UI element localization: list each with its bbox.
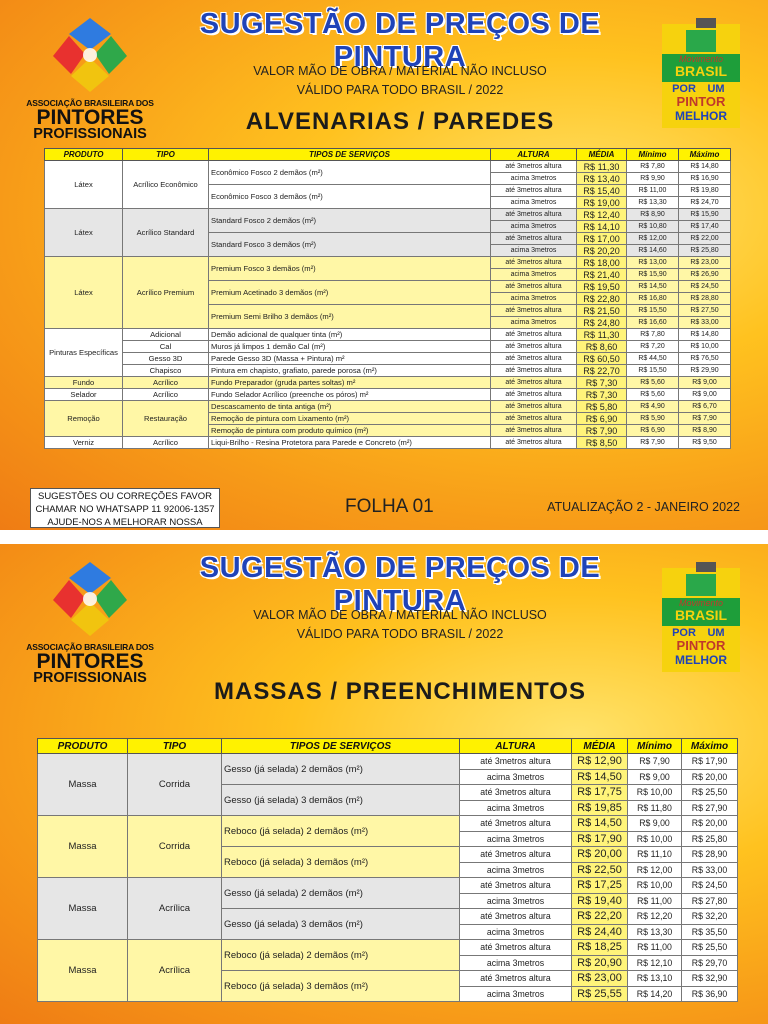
tipo-cell: Acrílica xyxy=(128,878,222,940)
servico-cell: Liqui-Brilho - Resina Protetora para Parede e Concreto (m²) xyxy=(209,437,491,449)
servico-cell: Remoção de pintura com Lixamento (m²) xyxy=(209,413,491,425)
max-cell: R$ 17,90 xyxy=(682,754,738,770)
altura-cell: acima 3metros xyxy=(460,831,572,847)
min-cell: R$ 5,90 xyxy=(627,413,679,425)
min-cell: R$ 13,10 xyxy=(628,971,682,987)
max-cell: R$ 19,80 xyxy=(679,185,731,197)
tipo-cell: Corrida xyxy=(128,816,222,878)
note-line2: CHAMAR NO WHATSAPP 11 92006-1357 xyxy=(35,504,215,515)
produto-cell: Fundo xyxy=(45,377,123,389)
table-row xyxy=(38,754,738,770)
media-cell: R$ 6,90 xyxy=(577,413,627,425)
media-cell: R$ 7,30 xyxy=(577,377,627,389)
max-cell: R$ 22,00 xyxy=(679,233,731,245)
altura-cell: até 3metros altura xyxy=(491,257,577,269)
altura-cell: até 3metros altura xyxy=(491,413,577,425)
produto-cell: Massa xyxy=(38,816,128,878)
max-cell: R$ 23,00 xyxy=(679,257,731,269)
media-cell: R$ 23,00 xyxy=(572,971,628,987)
min-cell: R$ 9,00 xyxy=(628,816,682,832)
col-produto: PRODUTO xyxy=(45,149,123,161)
table-row xyxy=(38,878,738,894)
produto-cell: Massa xyxy=(38,940,128,1002)
altura-cell: até 3metros altura xyxy=(460,816,572,832)
table-row xyxy=(45,377,731,389)
min-cell: R$ 10,00 xyxy=(628,878,682,894)
media-cell: R$ 18,00 xyxy=(577,257,627,269)
produto-cell: Látex xyxy=(45,209,123,257)
table-row xyxy=(38,816,738,832)
max-cell: R$ 8,90 xyxy=(679,425,731,437)
min-cell: R$ 15,50 xyxy=(627,305,679,317)
servico-cell: Premium Semi Brilho 3 demãos (m²) xyxy=(209,305,491,329)
media-cell: R$ 14,50 xyxy=(572,769,628,785)
table-row xyxy=(38,940,738,956)
max-cell: R$ 9,00 xyxy=(679,377,731,389)
servico-cell: Pintura em chapisto, grafiato, parede porosa (m²) xyxy=(209,365,491,377)
min-cell: R$ 11,00 xyxy=(628,940,682,956)
min-cell: R$ 16,60 xyxy=(627,317,679,329)
produto-cell: Massa xyxy=(38,754,128,816)
whatsapp-note xyxy=(30,488,220,528)
media-cell: R$ 19,00 xyxy=(577,197,627,209)
media-cell: R$ 13,40 xyxy=(577,173,627,185)
servico-cell: Standard Fosco 3 demãos (m²) xyxy=(209,233,491,257)
servico-cell: Gesso (já selada) 2 demãos (m²) xyxy=(222,754,460,785)
altura-cell: até 3metros altura xyxy=(491,425,577,437)
servico-cell: Reboco (já selada) 2 demãos (m²) xyxy=(222,940,460,971)
min-cell: R$ 6,90 xyxy=(627,425,679,437)
subtitle-labor: VALOR MÃO DE OBRA / MATERIAL NÃO INCLUSO xyxy=(253,608,547,622)
min-cell: R$ 11,00 xyxy=(628,893,682,909)
association-logo xyxy=(20,14,160,141)
max-cell: R$ 25,80 xyxy=(682,831,738,847)
tipo-cell: Cal xyxy=(123,341,209,353)
col-altura: ALTURA xyxy=(491,149,577,161)
min-cell: R$ 12,20 xyxy=(628,909,682,925)
table-header xyxy=(45,149,731,161)
max-cell: R$ 27,80 xyxy=(682,893,738,909)
servico-cell: Muros já limpos 1 demão Cal (m²) xyxy=(209,341,491,353)
servico-cell: Gesso (já selada) 3 demãos (m²) xyxy=(222,909,460,940)
max-cell: R$ 29,90 xyxy=(679,365,731,377)
produto-cell: Selador xyxy=(45,389,123,401)
media-cell: R$ 24,40 xyxy=(572,924,628,940)
altura-cell: acima 3metros xyxy=(460,986,572,1002)
min-cell: R$ 14,60 xyxy=(627,245,679,257)
max-cell: R$ 29,70 xyxy=(682,955,738,971)
altura-cell: até 3metros altura xyxy=(460,909,572,925)
min-cell: R$ 8,90 xyxy=(627,209,679,221)
svg-text:MELHOR: MELHOR xyxy=(675,653,727,667)
min-cell: R$ 5,60 xyxy=(627,377,679,389)
max-cell: R$ 24,70 xyxy=(679,197,731,209)
media-cell: R$ 19,50 xyxy=(577,281,627,293)
svg-text:PINTOR: PINTOR xyxy=(676,638,726,653)
servico-cell: Descascamento de tinta antiga (m²) xyxy=(209,401,491,413)
altura-cell: até 3metros altura xyxy=(491,365,577,377)
media-cell: R$ 20,20 xyxy=(577,245,627,257)
media-cell: R$ 17,75 xyxy=(572,785,628,801)
table-row xyxy=(45,257,731,269)
tipo-cell: Acrílico Premium xyxy=(123,257,209,329)
table-row xyxy=(45,329,731,341)
servico-cell: Remoção de pintura com produto químico (m²) xyxy=(209,425,491,437)
media-cell: R$ 17,00 xyxy=(577,233,627,245)
min-cell: R$ 7,80 xyxy=(627,329,679,341)
altura-cell: até 3metros altura xyxy=(491,161,577,173)
produto-cell: Pinturas Específicas xyxy=(45,329,123,377)
max-cell: R$ 76,50 xyxy=(679,353,731,365)
altura-cell: até 3metros altura xyxy=(491,437,577,449)
altura-cell: até 3metros altura xyxy=(491,281,577,293)
sheet-number: FOLHA 01 xyxy=(345,496,434,517)
svg-text:PINTOR: PINTOR xyxy=(676,94,726,109)
max-cell: R$ 24,50 xyxy=(682,878,738,894)
note-line3: AJUDE-NOS A MELHORAR NOSSA xyxy=(47,517,203,528)
table-row xyxy=(45,365,731,377)
svg-text:BRASIL: BRASIL xyxy=(674,63,728,79)
logo-line1: ASSOCIAÇÃO BRASILEIRA DOS xyxy=(26,642,154,652)
media-cell: R$ 11,30 xyxy=(577,329,627,341)
min-cell: R$ 5,60 xyxy=(627,389,679,401)
min-cell: R$ 7,90 xyxy=(628,754,682,770)
servico-cell: Premium Fosco 3 demãos (m²) xyxy=(209,257,491,281)
media-cell: R$ 22,20 xyxy=(572,909,628,925)
min-cell: R$ 4,90 xyxy=(627,401,679,413)
col-media: MÉDIA xyxy=(572,739,628,754)
max-cell: R$ 32,90 xyxy=(682,971,738,987)
altura-cell: acima 3metros xyxy=(460,800,572,816)
servico-cell: Premium Acetinado 3 demãos (m²) xyxy=(209,281,491,305)
logo-line2: PINTORES xyxy=(36,106,144,129)
media-cell: R$ 18,25 xyxy=(572,940,628,956)
media-cell: R$ 15,40 xyxy=(577,185,627,197)
altura-cell: até 3metros altura xyxy=(491,329,577,341)
media-cell: R$ 12,40 xyxy=(577,209,627,221)
altura-cell: até 3metros altura xyxy=(460,847,572,863)
altura-cell: até 3metros altura xyxy=(491,341,577,353)
altura-cell: acima 3metros xyxy=(460,862,572,878)
altura-cell: até 3metros altura xyxy=(460,971,572,987)
price-table-walls xyxy=(44,148,731,449)
hands-logo-icon xyxy=(49,14,131,96)
svg-text:UM: UM xyxy=(707,627,725,639)
subtitle-valid: VÁLIDO PARA TODO BRASIL / 2022 xyxy=(296,627,504,641)
page-title: SUGESTÃO DE PREÇOS DE PINTURA xyxy=(199,8,601,73)
max-cell: R$ 20,00 xyxy=(682,769,738,785)
max-cell: R$ 24,50 xyxy=(679,281,731,293)
page-title: SUGESTÃO DE PREÇOS DE PINTURA xyxy=(199,552,601,617)
min-cell: R$ 12,00 xyxy=(627,233,679,245)
table-row xyxy=(45,209,731,221)
logo-line3: PROFISSIONAIS xyxy=(33,670,147,686)
max-cell: R$ 25,50 xyxy=(682,940,738,956)
min-cell: R$ 7,20 xyxy=(627,341,679,353)
tipo-cell: Acrílico xyxy=(123,377,209,389)
media-cell: R$ 7,90 xyxy=(577,425,627,437)
min-cell: R$ 14,20 xyxy=(628,986,682,1002)
media-cell: R$ 7,30 xyxy=(577,389,627,401)
altura-cell: acima 3metros xyxy=(491,221,577,233)
media-cell: R$ 19,85 xyxy=(572,800,628,816)
min-cell: R$ 13,30 xyxy=(627,197,679,209)
media-cell: R$ 22,70 xyxy=(577,365,627,377)
servico-cell: Econômico Fosco 3 demãos (m²) xyxy=(209,185,491,209)
altura-cell: até 3metros altura xyxy=(491,185,577,197)
table-row xyxy=(45,341,731,353)
svg-text:Movimento: Movimento xyxy=(678,598,724,608)
altura-cell: até 3metros altura xyxy=(491,209,577,221)
media-cell: R$ 14,10 xyxy=(577,221,627,233)
col-maximo: Máximo xyxy=(679,149,731,161)
max-cell: R$ 25,80 xyxy=(679,245,731,257)
media-cell: R$ 19,40 xyxy=(572,893,628,909)
update-info: ATUALIZAÇÃO 2 - JANEIRO 2022 xyxy=(547,500,740,514)
tipo-cell: Chapisco xyxy=(123,365,209,377)
min-cell: R$ 10,00 xyxy=(628,831,682,847)
max-cell: R$ 17,40 xyxy=(679,221,731,233)
price-table-massas xyxy=(37,738,738,1002)
altura-cell: até 3metros altura xyxy=(460,785,572,801)
altura-cell: acima 3metros xyxy=(460,924,572,940)
altura-cell: até 3metros altura xyxy=(491,353,577,365)
servico-cell: Gesso (já selada) 2 demãos (m²) xyxy=(222,878,460,909)
servico-cell: Fundo Preparador (gruda partes soltas) m² xyxy=(209,377,491,389)
col-minimo: Mínimo xyxy=(627,149,679,161)
media-cell: R$ 20,00 xyxy=(572,847,628,863)
servico-cell: Econômico Fosco 2 demãos (m²) xyxy=(209,161,491,185)
max-cell: R$ 32,20 xyxy=(682,909,738,925)
section-title: MASSAS / PREENCHIMENTOS xyxy=(214,678,586,705)
logo-line3: PROFISSIONAIS xyxy=(33,126,147,142)
produto-cell: Látex xyxy=(45,161,123,209)
media-cell: R$ 14,50 xyxy=(572,816,628,832)
media-cell: R$ 8,60 xyxy=(577,341,627,353)
subtitle-valid: VÁLIDO PARA TODO BRASIL / 2022 xyxy=(296,83,504,97)
svg-text:MELHOR: MELHOR xyxy=(675,109,727,123)
min-cell: R$ 11,10 xyxy=(628,847,682,863)
svg-text:Movimento: Movimento xyxy=(678,54,724,64)
col-servicos: TIPOS DE SERVIÇOS xyxy=(209,149,491,161)
svg-text:UM: UM xyxy=(707,83,725,95)
col-maximo: Máximo xyxy=(682,739,738,754)
page-gap xyxy=(0,530,768,544)
altura-cell: acima 3metros xyxy=(491,269,577,281)
col-minimo: Mínimo xyxy=(628,739,682,754)
servico-cell: Reboco (já selada) 3 demãos (m²) xyxy=(222,971,460,1002)
tipo-cell: Acrílico xyxy=(123,389,209,401)
table-row xyxy=(45,401,731,413)
max-cell: R$ 20,00 xyxy=(682,816,738,832)
max-cell: R$ 9,00 xyxy=(679,389,731,401)
tipo-cell: Corrida xyxy=(128,754,222,816)
max-cell: R$ 27,50 xyxy=(679,305,731,317)
media-cell: R$ 25,55 xyxy=(572,986,628,1002)
logo-line1: ASSOCIAÇÃO BRASILEIRA DOS xyxy=(26,98,154,108)
media-cell: R$ 21,40 xyxy=(577,269,627,281)
media-cell: R$ 8,50 xyxy=(577,437,627,449)
media-cell: R$ 60,50 xyxy=(577,353,627,365)
tipo-cell: Acrílico xyxy=(123,437,209,449)
min-cell: R$ 10,80 xyxy=(627,221,679,233)
min-cell: R$ 16,80 xyxy=(627,293,679,305)
altura-cell: acima 3metros xyxy=(460,955,572,971)
max-cell: R$ 25,50 xyxy=(682,785,738,801)
max-cell: R$ 9,50 xyxy=(679,437,731,449)
min-cell: R$ 13,00 xyxy=(627,257,679,269)
movimento-brasil-badge xyxy=(658,560,744,674)
altura-cell: até 3metros altura xyxy=(460,754,572,770)
produto-cell: Remoção xyxy=(45,401,123,437)
tipo-cell: Acrílico Standard xyxy=(123,209,209,257)
table-row xyxy=(45,389,731,401)
tipo-cell: Acrílico Econômico xyxy=(123,161,209,209)
altura-cell: acima 3metros xyxy=(491,197,577,209)
altura-cell: até 3metros altura xyxy=(460,878,572,894)
max-cell: R$ 26,90 xyxy=(679,269,731,281)
min-cell: R$ 11,80 xyxy=(628,800,682,816)
col-media: MÉDIA xyxy=(577,149,627,161)
media-cell: R$ 5,80 xyxy=(577,401,627,413)
media-cell: R$ 12,90 xyxy=(572,754,628,770)
altura-cell: até 3metros altura xyxy=(491,233,577,245)
min-cell: R$ 44,50 xyxy=(627,353,679,365)
min-cell: R$ 15,90 xyxy=(627,269,679,281)
media-cell: R$ 17,25 xyxy=(572,878,628,894)
max-cell: R$ 14,80 xyxy=(679,161,731,173)
altura-cell: acima 3metros xyxy=(491,245,577,257)
max-cell: R$ 36,90 xyxy=(682,986,738,1002)
altura-cell: até 3metros altura xyxy=(491,401,577,413)
max-cell: R$ 16,90 xyxy=(679,173,731,185)
subtitle-labor: VALOR MÃO DE OBRA / MATERIAL NÃO INCLUSO xyxy=(253,64,547,78)
svg-text:POR: POR xyxy=(672,627,696,639)
section-title: ALVENARIAS / PAREDES xyxy=(245,108,555,135)
altura-cell: acima 3metros xyxy=(491,173,577,185)
min-cell: R$ 12,00 xyxy=(628,862,682,878)
logo-line2: PINTORES xyxy=(36,650,144,673)
altura-cell: acima 3metros xyxy=(491,317,577,329)
servico-cell: Parede Gesso 3D (Massa + Pintura) m² xyxy=(209,353,491,365)
media-cell: R$ 24,80 xyxy=(577,317,627,329)
max-cell: R$ 28,80 xyxy=(679,293,731,305)
altura-cell: até 3metros altura xyxy=(491,305,577,317)
media-cell: R$ 11,30 xyxy=(577,161,627,173)
price-sheet-2 xyxy=(0,544,768,1024)
table-header xyxy=(38,739,738,754)
table-row xyxy=(45,161,731,173)
tipo-cell: Gesso 3D xyxy=(123,353,209,365)
altura-cell: acima 3metros xyxy=(460,893,572,909)
media-cell: R$ 17,90 xyxy=(572,831,628,847)
hands-logo-icon xyxy=(49,558,131,640)
col-tipo: TIPO xyxy=(123,149,209,161)
max-cell: R$ 33,00 xyxy=(679,317,731,329)
col-altura: ALTURA xyxy=(460,739,572,754)
col-produto: PRODUTO xyxy=(38,739,128,754)
note-line1: SUGESTÕES OU CORREÇÕES FAVOR xyxy=(37,491,213,502)
svg-text:BRASIL: BRASIL xyxy=(674,607,728,623)
col-servicos: TIPOS DE SERVIÇOS xyxy=(222,739,460,754)
servico-cell: Reboco (já selada) 2 demãos (m²) xyxy=(222,816,460,847)
tipo-cell: Acrílica xyxy=(128,940,222,1002)
servico-cell: Standard Fosco 2 demãos (m²) xyxy=(209,209,491,233)
altura-cell: acima 3metros xyxy=(460,769,572,785)
produto-cell: Massa xyxy=(38,878,128,940)
min-cell: R$ 9,00 xyxy=(628,769,682,785)
svg-text:POR: POR xyxy=(672,83,696,95)
servico-cell: Reboco (já selada) 3 demãos (m²) xyxy=(222,847,460,878)
movimento-brasil-badge xyxy=(658,16,744,130)
min-cell: R$ 15,50 xyxy=(627,365,679,377)
min-cell: R$ 12,10 xyxy=(628,955,682,971)
max-cell: R$ 27,90 xyxy=(682,800,738,816)
association-logo xyxy=(20,558,160,685)
media-cell: R$ 20,90 xyxy=(572,955,628,971)
table-row xyxy=(45,353,731,365)
max-cell: R$ 15,90 xyxy=(679,209,731,221)
servico-cell: Fundo Selador Acrílico (preenche os póros) m² xyxy=(209,389,491,401)
tipo-cell: Restauração xyxy=(123,401,209,437)
min-cell: R$ 14,50 xyxy=(627,281,679,293)
min-cell: R$ 7,80 xyxy=(627,161,679,173)
min-cell: R$ 9,90 xyxy=(627,173,679,185)
min-cell: R$ 10,00 xyxy=(628,785,682,801)
max-cell: R$ 6,70 xyxy=(679,401,731,413)
max-cell: R$ 35,50 xyxy=(682,924,738,940)
produto-cell: Verniz xyxy=(45,437,123,449)
altura-cell: até 3metros altura xyxy=(491,389,577,401)
max-cell: R$ 7,90 xyxy=(679,413,731,425)
min-cell: R$ 13,30 xyxy=(628,924,682,940)
servico-cell: Demão adicional de qualquer tinta (m²) xyxy=(209,329,491,341)
servico-cell: Gesso (já selada) 3 demãos (m²) xyxy=(222,785,460,816)
max-cell: R$ 33,00 xyxy=(682,862,738,878)
max-cell: R$ 10,00 xyxy=(679,341,731,353)
altura-cell: acima 3metros xyxy=(491,293,577,305)
media-cell: R$ 22,50 xyxy=(572,862,628,878)
altura-cell: até 3metros altura xyxy=(460,940,572,956)
tipo-cell: Adicional xyxy=(123,329,209,341)
min-cell: R$ 7,90 xyxy=(627,437,679,449)
produto-cell: Látex xyxy=(45,257,123,329)
media-cell: R$ 22,80 xyxy=(577,293,627,305)
media-cell: R$ 21,50 xyxy=(577,305,627,317)
table-row xyxy=(45,437,731,449)
max-cell: R$ 14,80 xyxy=(679,329,731,341)
altura-cell: até 3metros altura xyxy=(491,377,577,389)
col-tipo: TIPO xyxy=(128,739,222,754)
max-cell: R$ 28,90 xyxy=(682,847,738,863)
min-cell: R$ 11,00 xyxy=(627,185,679,197)
